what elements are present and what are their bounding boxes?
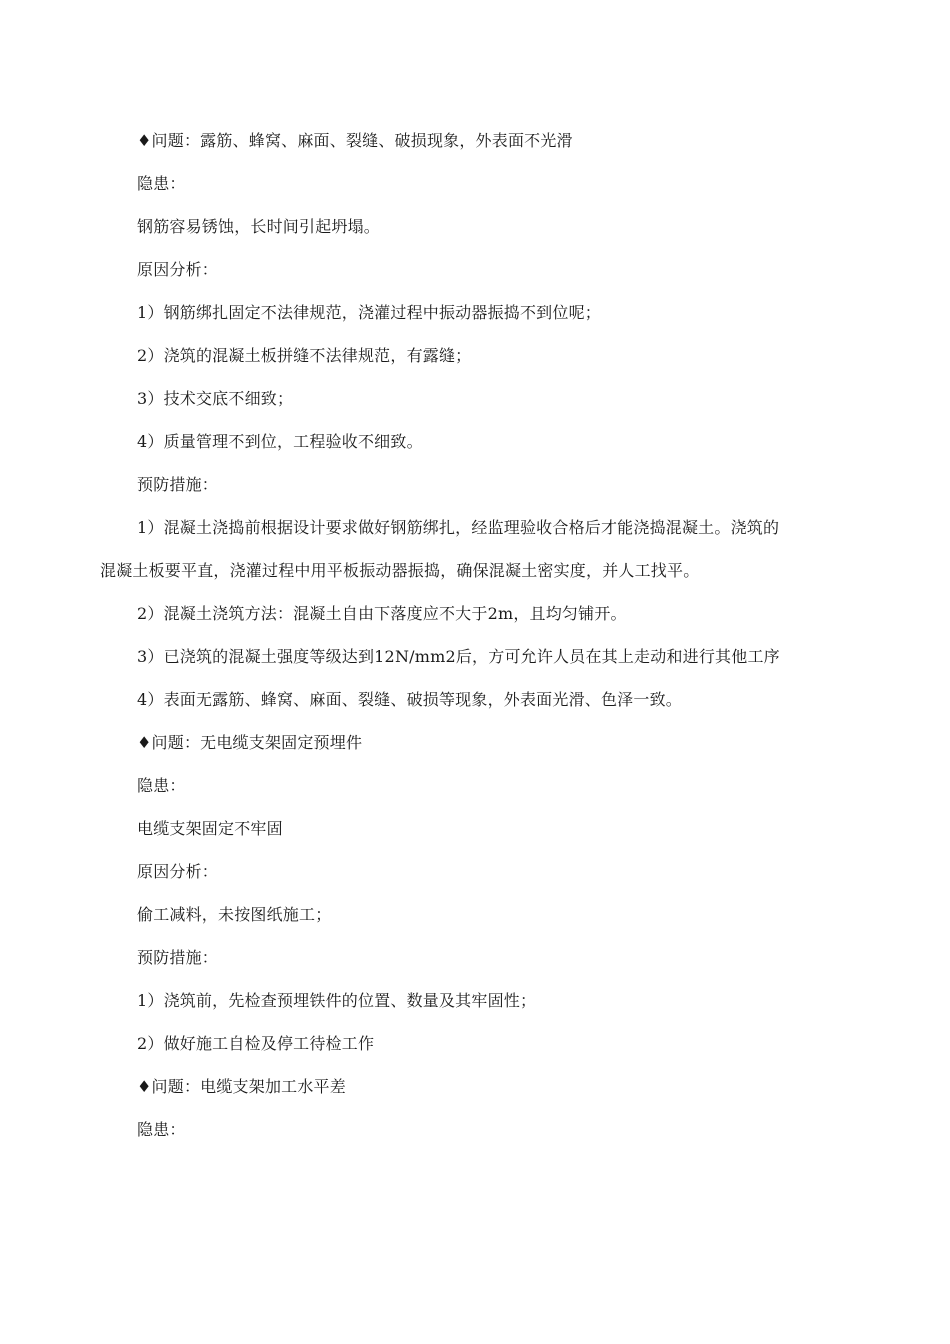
prevention-item-4: 4）表面无露筋、蜂窝、麻面、裂缝、破损等现象，外表面光滑、色泽一致。 bbox=[137, 690, 682, 709]
prevention-item-1-cont: 混凝土板要平直，浇灌过程中用平板振动器振捣，确保混凝土密实度，并人工找平。 bbox=[100, 561, 700, 580]
cause-text-2: 偷工减料，未按图纸施工； bbox=[137, 905, 332, 924]
issue-heading-2: ♦问题：无电缆支架固定预埋件 bbox=[137, 733, 363, 752]
cause-item-3: 3）技术交底不细致； bbox=[137, 389, 294, 408]
document-body bbox=[95, 119, 855, 1151]
cause-label-1: 原因分析： bbox=[137, 260, 219, 279]
prevention-item-2-2: 2）做好施工自检及停工待检工作 bbox=[137, 1034, 375, 1053]
prevention-label-2: 预防措施： bbox=[137, 948, 219, 967]
prevention-item-2-1: 1）浇筑前，先检查预埋铁件的位置、数量及其牢固性； bbox=[137, 991, 537, 1010]
cause-item-4: 4）质量管理不到位，工程验收不细致。 bbox=[137, 432, 423, 451]
prevention-item-2: 2）混凝土浇筑方法：混凝土自由下落度应不大于2m，且均匀铺开。 bbox=[137, 604, 627, 623]
prevention-label-1: 预防措施： bbox=[137, 475, 219, 494]
hazard-label-3: 隐患： bbox=[137, 1120, 186, 1139]
cause-item-2: 2）浇筑的混凝土板拼缝不法律规范，有露缝； bbox=[137, 346, 472, 365]
hazard-text-1: 钢筋容易锈蚀，长时间引起坍塌。 bbox=[137, 217, 381, 236]
cause-item-1: 1）钢筋绑扎固定不法律规范，浇灌过程中振动器振捣不到位呢； bbox=[137, 303, 601, 322]
hazard-label-1: 隐患： bbox=[137, 174, 186, 193]
issue-heading-3: ♦问题：电缆支架加工水平差 bbox=[137, 1077, 346, 1096]
hazard-text-2: 电缆支架固定不牢固 bbox=[137, 819, 283, 838]
hazard-label-2: 隐患： bbox=[137, 776, 186, 795]
prevention-item-1: 1）混凝土浇捣前根据设计要求做好钢筋绑扎，经监理验收合格后才能浇捣混凝土。浇筑的 bbox=[137, 518, 780, 537]
cause-label-2: 原因分析： bbox=[137, 862, 219, 881]
issue-heading-1: ♦问题：露筋、蜂窝、麻面、裂缝、破损现象，外表面不光滑 bbox=[137, 131, 573, 150]
prevention-item-3: 3）已浇筑的混凝土强度等级达到12N/mm2后，方可允许人员在其上走动和进行其他工序 bbox=[137, 647, 780, 666]
